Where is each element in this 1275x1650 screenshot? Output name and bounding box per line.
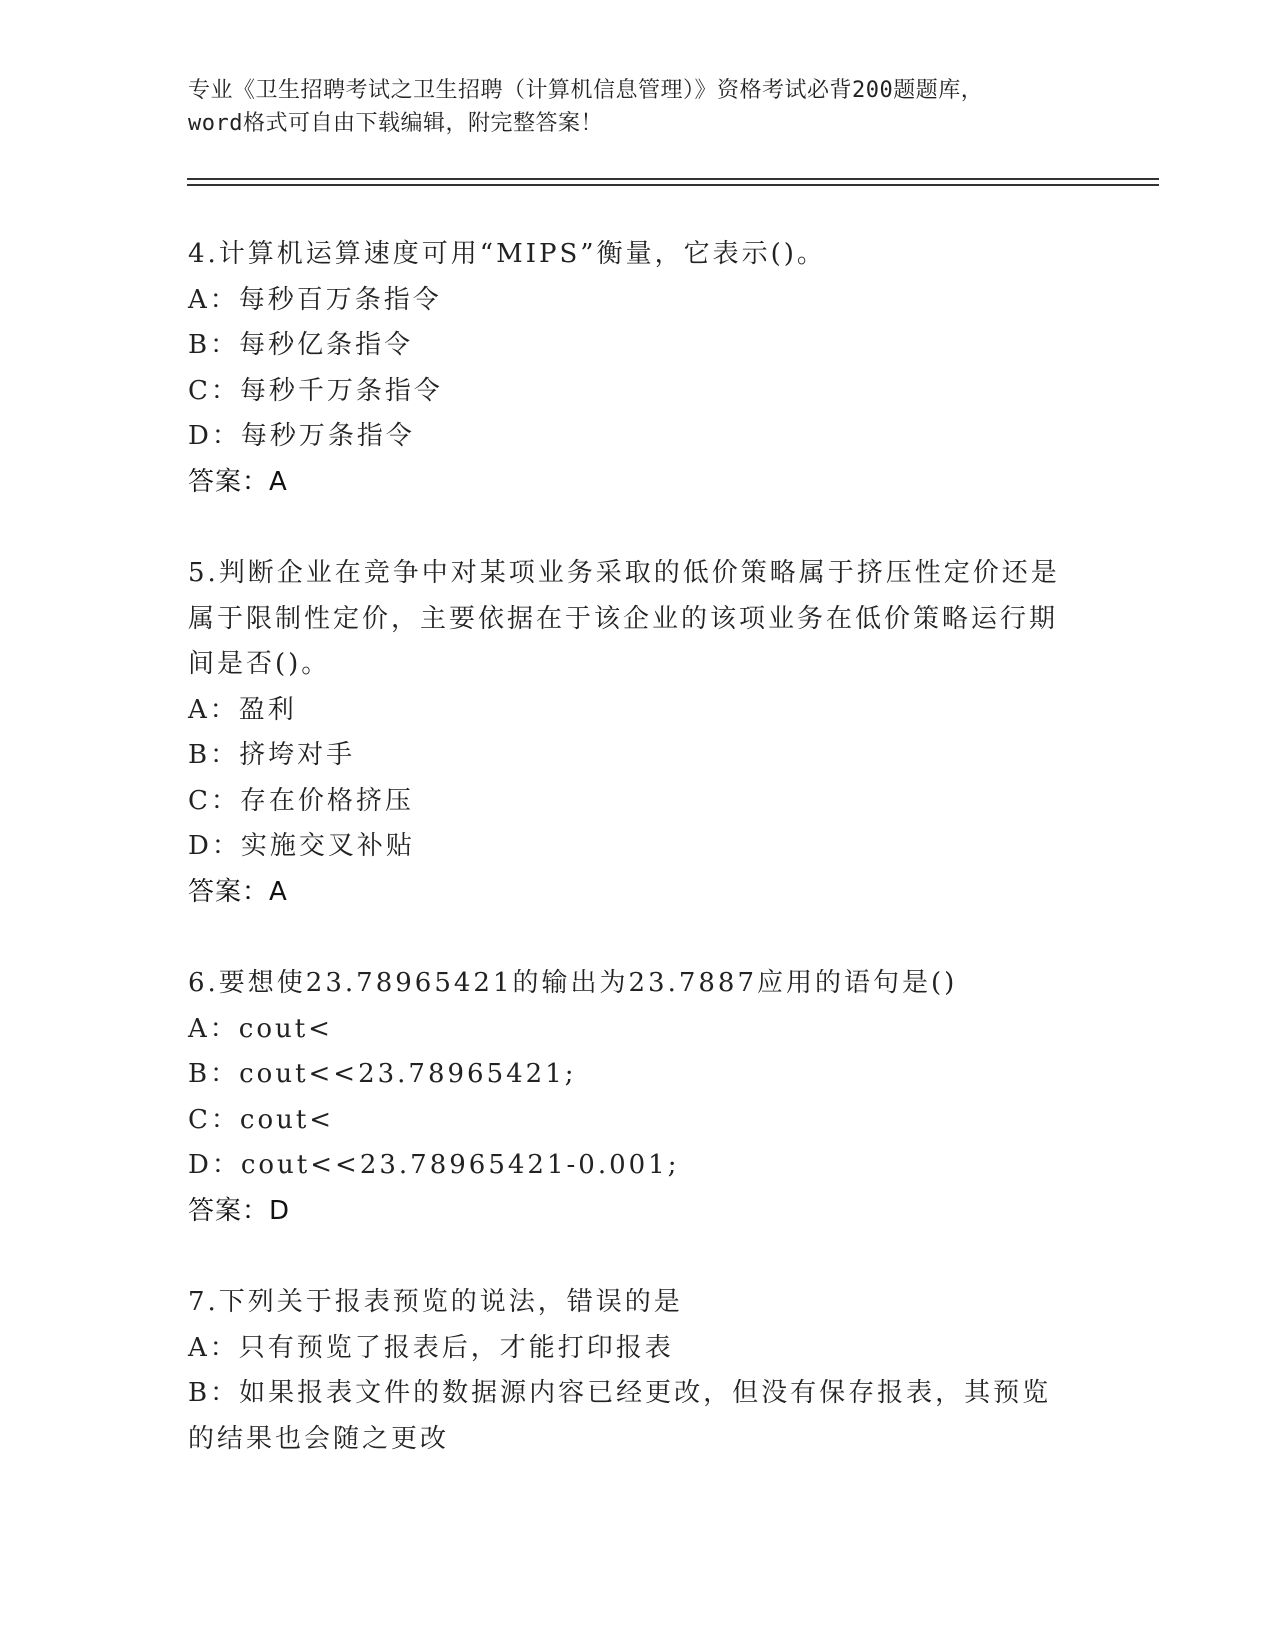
question-list	[188, 232, 1088, 1508]
question-stem: 7.下列关于报表预览的说法，错误的是	[188, 1287, 683, 1317]
question-stem: 5.判断企业在竞争中对某项业务采取的低价策略属于挤压性定价还是属于限制性定价，主要依据在于该企业的该项业务在低价策略运行期间是否()。	[188, 558, 1060, 679]
option-d: D：每秒万条指令	[188, 421, 415, 451]
question-stem: 4.计算机运算速度可用“MIPS”衡量，它表示()。	[188, 239, 826, 269]
option-a: A：每秒百万条指令	[188, 284, 442, 315]
question-5	[188, 551, 1088, 915]
document-header	[188, 74, 1088, 140]
question-6	[188, 961, 1088, 1234]
question-4	[188, 232, 1088, 505]
option-c: C：每秒千万条指令	[188, 375, 443, 406]
option-d: D：cout<<23.78965421-0.001;	[188, 1150, 680, 1180]
header-line-2: word格式可自由下载编辑，附完整答案！	[188, 111, 603, 136]
option-b: B：如果报表文件的数据源内容已经更改，但没有保存报表，其预览的结果也会随之更改	[188, 1378, 1052, 1454]
answer-line: 答案：D	[188, 1195, 291, 1226]
option-b: B：cout<<23.78965421;	[188, 1059, 577, 1089]
header-line-1: 专业《卫生招聘考试之卫生招聘（计算机信息管理）》资格考试必背200题题库，	[188, 78, 984, 103]
option-c: C：存在价格挤压	[188, 785, 414, 816]
option-a: A：cout<	[188, 1013, 333, 1044]
option-a: A：盈利	[188, 694, 297, 725]
question-7	[188, 1280, 1088, 1462]
answer-line: 答案：A	[188, 876, 288, 907]
answer-line: 答案：A	[188, 466, 288, 497]
option-a: A：只有预览了报表后，才能打印报表	[188, 1332, 674, 1363]
header-divider-top	[187, 178, 1159, 180]
option-d: D：实施交叉补贴	[188, 831, 415, 861]
header-divider-bottom	[187, 184, 1159, 186]
option-b: B：每秒亿条指令	[188, 330, 414, 360]
question-stem: 6.要想使23.78965421的输出为23.7887应用的语句是()	[188, 968, 958, 998]
option-b: B：挤垮对手	[188, 740, 356, 770]
option-c: C：cout<	[188, 1104, 335, 1135]
